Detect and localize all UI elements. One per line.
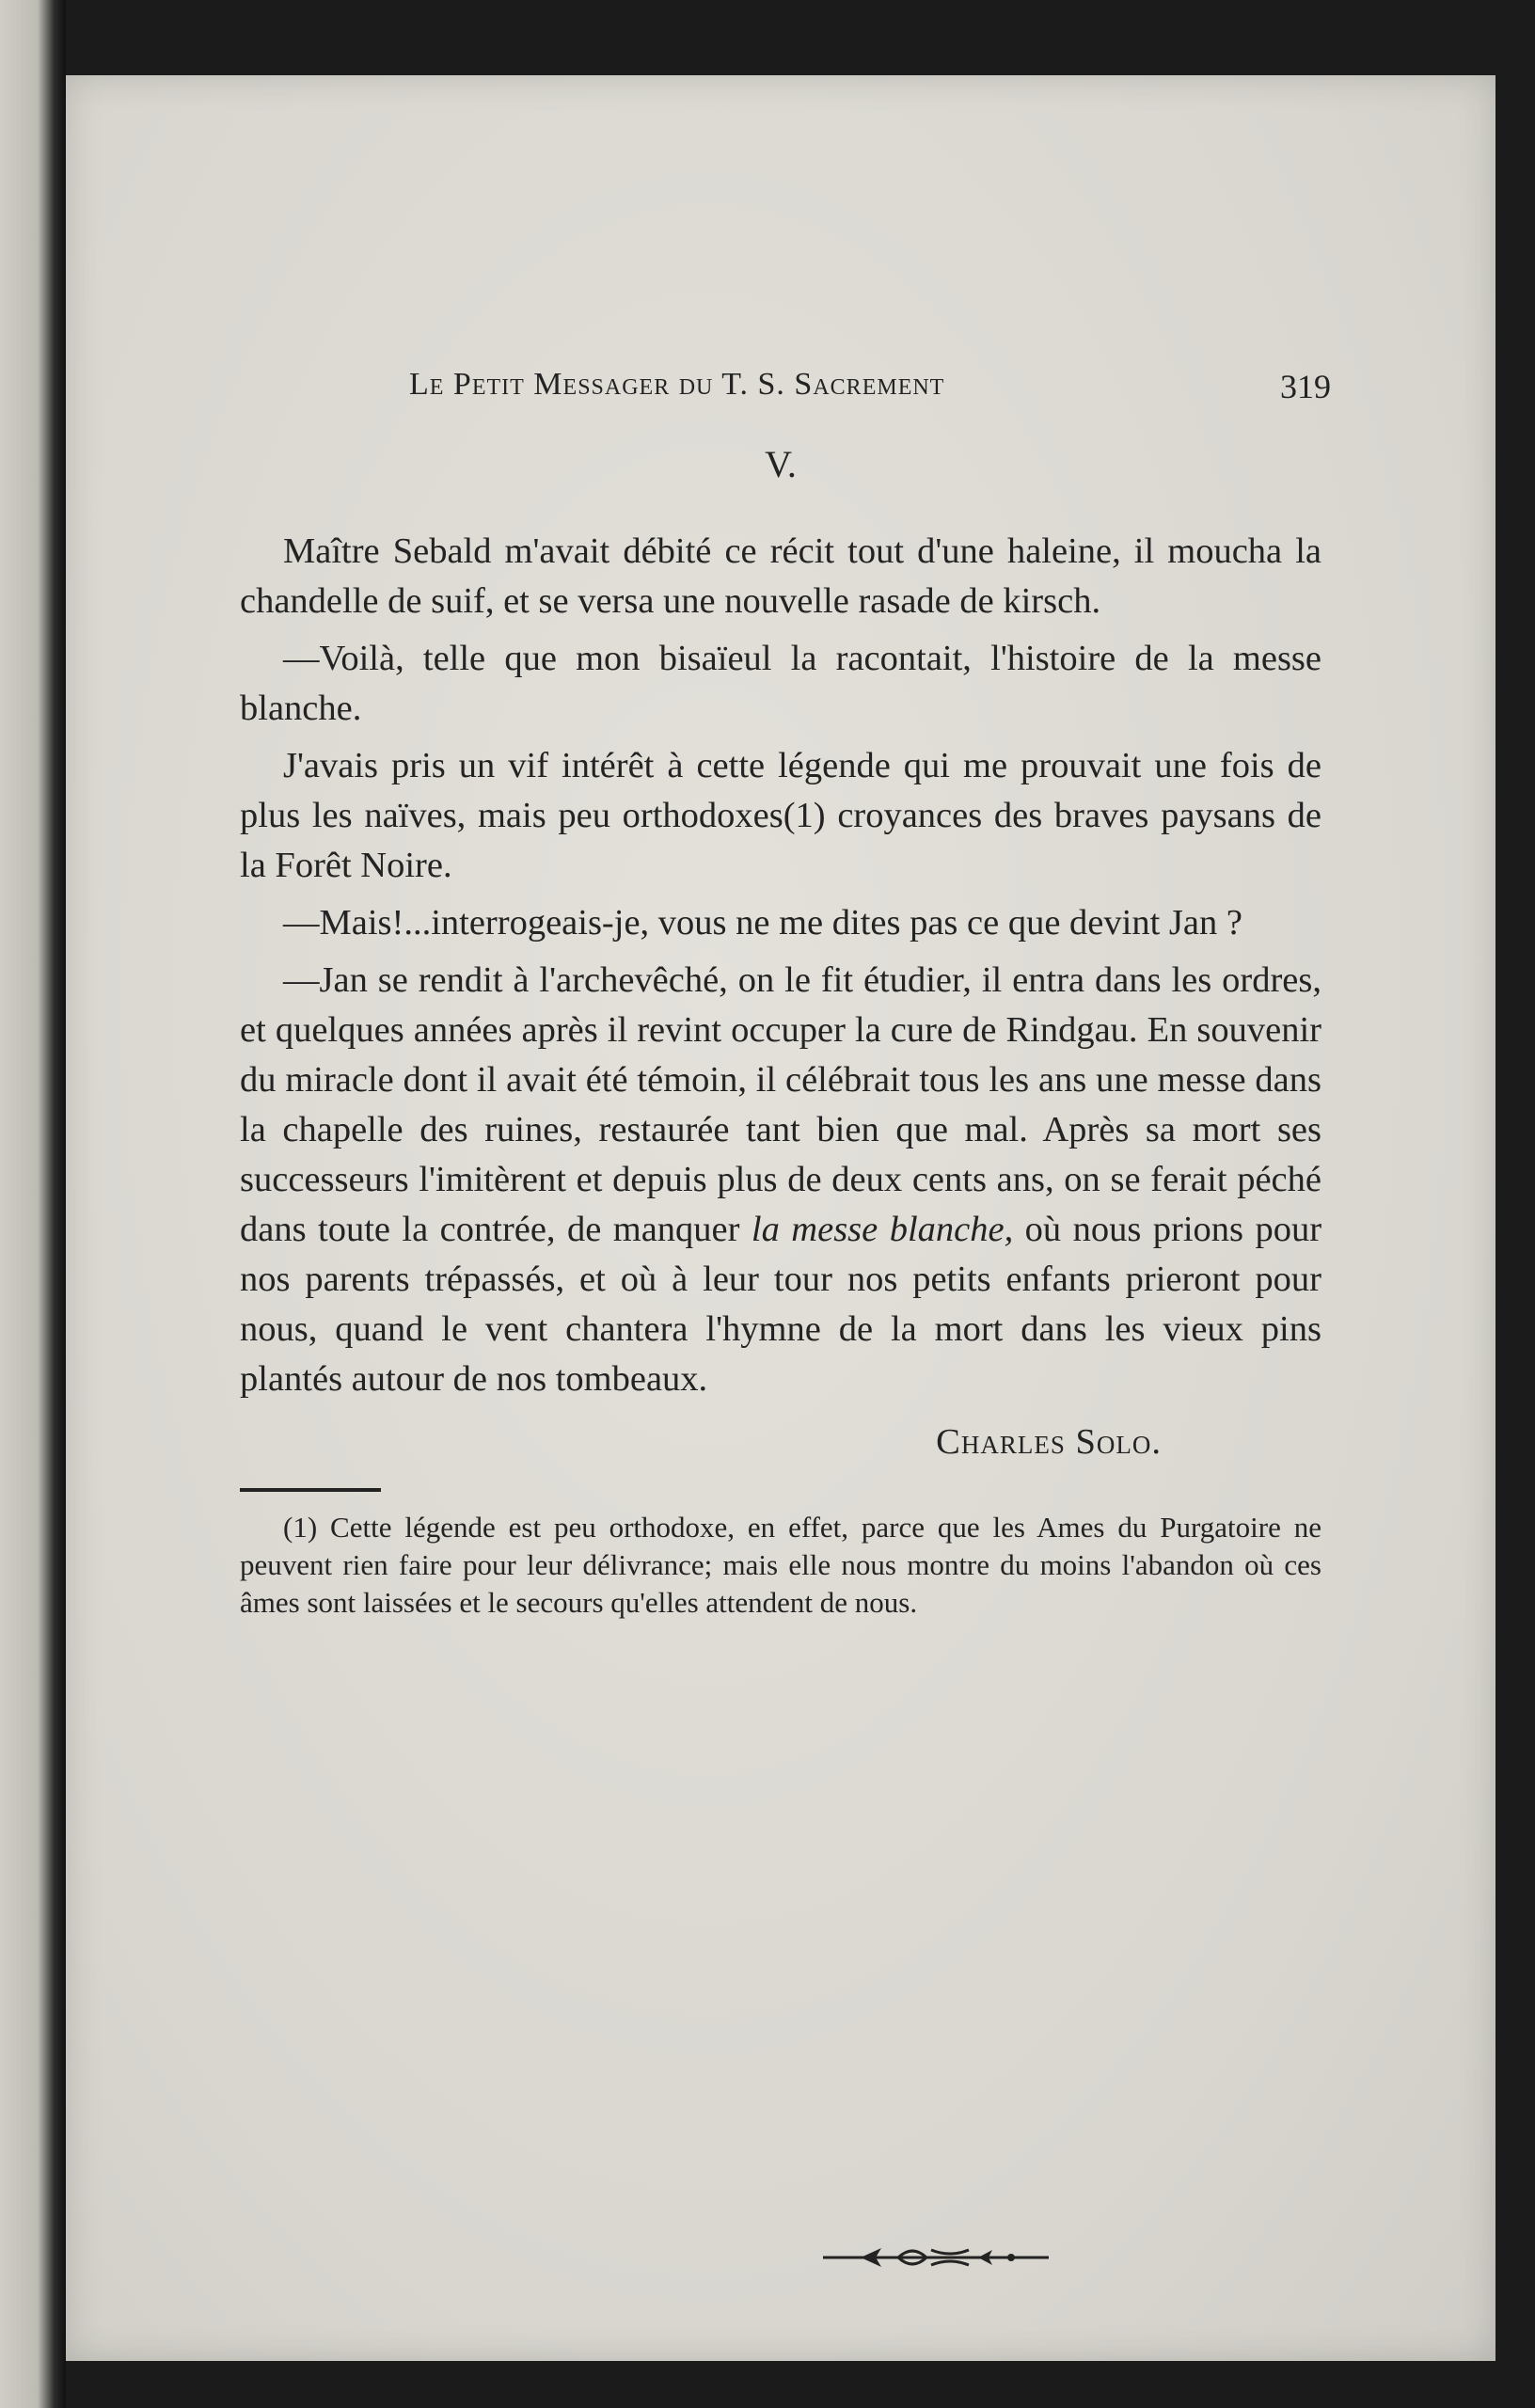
running-title: Le Petit Messager du T. S. Sacrement [409, 367, 945, 402]
paragraph: Maître Sebald m'avait débité ce récit tout d'une haleine, il moucha la chandelle de suif, et se versa une nouvelle rasade de kirsch. [240, 531, 1321, 621]
paragraph-last [240, 956, 1321, 1404]
paragraph-text: où nous prions pour nos parents trépassés, et où à leur tour nos petits enfants prieront pour nous, quand le vent chantera l'hymne de la mort dans les vieux pins plantés autour de nos tombeaux. [240, 1210, 1322, 1399]
page-number: 319 [1280, 368, 1331, 405]
paragraph: —Voilà, telle que mon bisaïeul la racontait, l'histoire de la messe blanche. [240, 639, 1321, 728]
body-text [240, 527, 1321, 1629]
footnote: (1) Cette légende est peu orthodoxe, en effet, parce que les Ames du Purgatoire ne peuvent rien faire pour leur délivrance; mais elle nous montre du moins l'abandon où ces âmes sont laissées et le secours qu'elles attendent de nous. [240, 1511, 1321, 1619]
author-signature: Charles Solo. [936, 1422, 1162, 1462]
paragraph: —Mais!...interrogeais-je, vous ne me dites pas ce que devint Jan ? [283, 903, 1242, 943]
paragraph: J'avais pris un vif intérêt à cette légende qui me prouvait une fois de plus les naïves, mais peu orthodoxes(1) croyances des braves paysans de la Forêt Noire. [240, 746, 1321, 885]
paragraph-text: —Jan se rendit à l'archevêché, on le fit étudier, il entra dans les ordres, et quelques années après il revint occuper la cure de Rindgau. En souvenir du miracle dont il avait été témoin, il célébrait tous les ans une messe dans la chapelle des ruines, restaurée tant bien que mal. Après sa mort ses successeurs l'imitèrent et depuis plus de deux cents ans, on se ferait péché dans toute la contrée, de manquer [240, 960, 1321, 1249]
footnote-rule [240, 1488, 381, 1492]
book-binding-edge [0, 0, 66, 2408]
book-page [66, 75, 1495, 2361]
tailpiece-ornament-icon [823, 2239, 1049, 2276]
section-number: V. [765, 443, 797, 485]
italic-phrase: la messe blanche, [751, 1210, 1014, 1249]
